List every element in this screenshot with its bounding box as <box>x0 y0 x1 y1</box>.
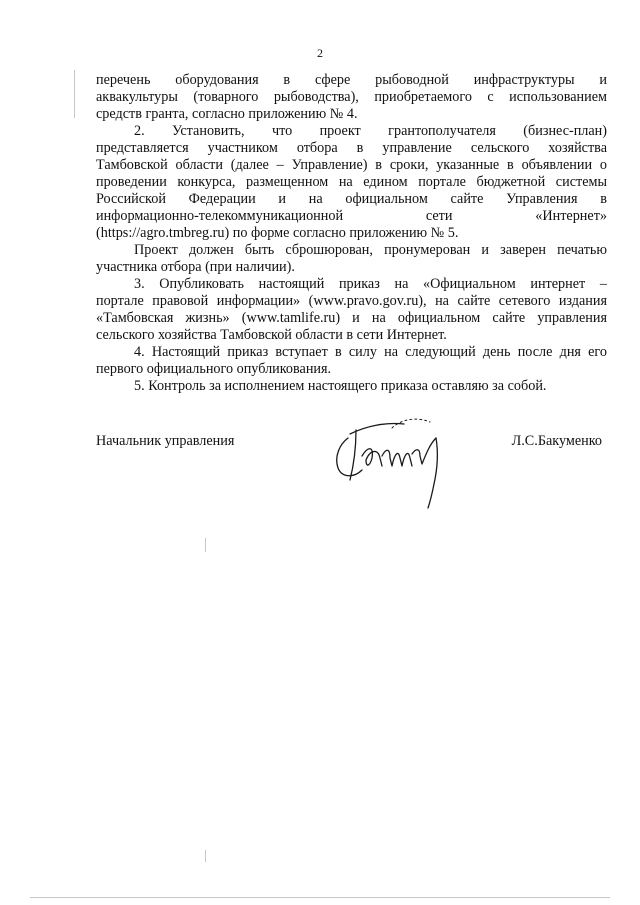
text-line: участника отбора (при наличии). <box>96 259 295 275</box>
scan-artifact <box>74 70 75 118</box>
page-number: 2 <box>317 46 323 60</box>
text-line: Российской Федерации и на официальном сайте Управления в <box>96 191 607 207</box>
text-line: «Тамбовская жизнь» (www.tamlife.ru) и на официальном сайте управления <box>96 310 607 326</box>
paragraph-3 <box>96 242 607 276</box>
scan-artifact <box>30 897 610 898</box>
text-line: 3. Опубликовать настоящий приказ на «Официальном интернет – <box>134 276 607 292</box>
text-line: аквакультуры (товарного рыбоводства), приобретаемого с использованием <box>96 89 607 105</box>
scan-artifact <box>205 850 206 862</box>
paragraph-4 <box>96 276 607 344</box>
paragraph-1 <box>96 72 607 123</box>
text-line: проведении конкурса, размещенном на едином портале бюджетной системы <box>96 174 607 190</box>
text-line: 5. Контроль за исполнением настоящего приказа оставляю за собой. <box>134 378 547 394</box>
text-line: информационно-телекоммуникационной сети «Интернет» <box>96 208 607 224</box>
text-line: представляется участником отбора в управление сельского хозяйства <box>96 140 607 156</box>
text-line: 4. Настоящий приказ вступает в силу на следующий день после дня его <box>134 344 607 360</box>
signer-name: Л.С.Бакуменко <box>511 433 602 449</box>
paragraph-6 <box>96 378 607 395</box>
text-line: первого официального опубликования. <box>96 361 332 377</box>
text-line: Тамбовской области (далее – Управление) в сроки, указанные в объявлении о <box>96 157 607 173</box>
text-line: портале правовой информации» (www.pravo.gov.ru), на сайте сетевого издания <box>96 293 607 309</box>
document-body <box>96 72 607 395</box>
signer-title: Начальник управления <box>96 433 235 449</box>
scan-artifact <box>205 538 206 552</box>
text-line: 2. Установить, что проект грантополучателя (бизнес-план) <box>134 123 607 139</box>
text-line: средств гранта, согласно приложению № 4. <box>96 106 358 122</box>
paragraph-5 <box>96 344 607 378</box>
text-line: сельского хозяйства Тамбовской области в сети Интернет. <box>96 327 447 343</box>
paragraph-2 <box>96 123 607 242</box>
text-line: (https://agro.tmbreg.ru) по форме согласно приложению № 5. <box>96 225 459 241</box>
text-line: Проект должен быть сброшюрован, пронумерован и заверен печатью <box>134 242 607 258</box>
text-line: перечень оборудования в сфере рыбоводной инфраструктуры и <box>96 72 607 88</box>
handwritten-signature <box>326 398 476 510</box>
